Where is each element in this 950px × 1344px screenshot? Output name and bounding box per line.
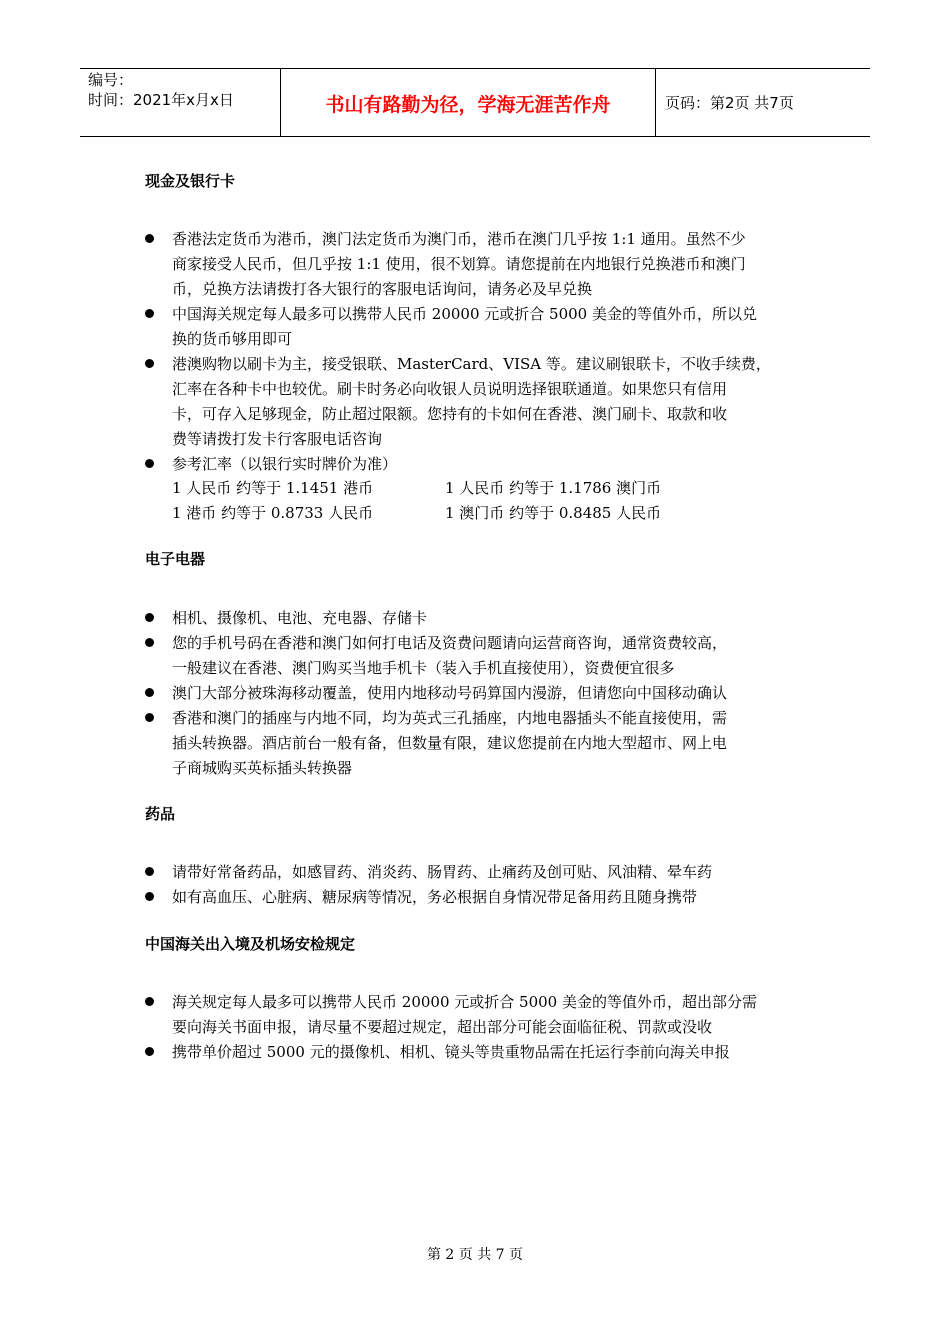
section-title-cash: 现金及银行卡 — [145, 172, 236, 190]
list-item-line: 币，兑换方法请拨打各大银行的客服电话询问，请务必及早兑换 — [172, 280, 593, 298]
page-footer: 第 2 页 共 7 页 — [426, 1247, 524, 1263]
document-number-label: 编号： — [88, 71, 134, 89]
list-item-line: 携带单价超过 5000 元的摄像机、相机、镜头等贵重物品需在托运行李前向海关申报 — [172, 1043, 730, 1061]
bullet-icon — [143, 862, 157, 882]
bullet-icon — [143, 633, 157, 653]
list-item-line: 香港和澳门的插座与内地不同，均为英式三孔插座，内地电器插头不能直接使用，需 — [172, 709, 728, 727]
list-item-line: 子商城购买英标插头转换器 — [172, 759, 353, 777]
section-title-medicine: 药品 — [145, 805, 176, 823]
list-item-line: 换的货币够用即可 — [172, 330, 293, 348]
list-item-line: 参考汇率（以银行实时牌价为准） — [172, 455, 398, 473]
bullet-icon — [143, 708, 157, 728]
bullet-icon — [143, 454, 157, 474]
page-header — [80, 68, 870, 137]
section-title-electronics: 电子电器 — [145, 550, 206, 568]
bullet-icon — [143, 1042, 157, 1062]
list-item-line: 插头转换器。酒店前台一般有备，但数量有限，建议您提前在内地大型超市、网上电 — [172, 734, 728, 752]
list-item-line: 卡，可存入足够现金，防止超过限额。您持有的卡如何在香港、澳门刷卡、取款和收 — [172, 405, 728, 423]
motto-text: 书山有路勤为径，学海无涯苦作舟 — [325, 94, 611, 116]
list-item-line: 一般建议在香港、澳门购买当地手机卡（装入手机直接使用），资费便宜很多 — [172, 659, 675, 677]
list-item-line: 如有高血压、心脏病、糖尿病等情况，务必根据自身情况带足备用药且随身携带 — [172, 888, 698, 906]
page-code: 页码：第2页 共7页 — [665, 94, 794, 112]
list-item-line: 港澳购物以刷卡为主，接受银联、MasterCard、VISA 等。建议刷银联卡，不收手续费， — [172, 355, 771, 373]
exchange-rate-hkd-rmb: 1 港币 约等于 0.8733 人民币 — [172, 504, 374, 522]
header-info-cell — [80, 69, 280, 136]
list-item-line: 请带好常备药品，如感冒药、消炎药、肠胃药、止痛药及创可贴、风油精、晕车药 — [172, 863, 713, 881]
exchange-rate-rmb-hkd: 1 人民币 约等于 1.1451 港币 — [172, 479, 374, 497]
bullet-icon — [143, 304, 157, 324]
list-item-line: 要向海关书面申报，请尽量不要超过规定，超出部分可能会面临征税、罚款或没收 — [172, 1018, 713, 1036]
bullet-icon — [143, 887, 157, 907]
bullet-icon — [143, 354, 157, 374]
list-item-line: 汇率在各种卡中也较优。刷卡时务必向收银人员说明选择银联通道。如果您只有信用 — [172, 380, 728, 398]
bullet-icon — [143, 229, 157, 249]
list-item-line: 中国海关规定每人最多可以携带人民币 20000 元或折合 5000 美金的等值外币，所以兑 — [172, 305, 757, 323]
list-item-line: 海关规定每人最多可以携带人民币 20000 元或折合 5000 美金的等值外币，超出部分需 — [172, 993, 757, 1011]
document-time-label: 时间：2021年x月x日 — [88, 91, 234, 109]
header-motto-cell — [280, 69, 656, 136]
list-item-line: 相机、摄像机、电池、充电器、存储卡 — [172, 609, 428, 627]
bullet-icon — [143, 608, 157, 628]
exchange-rate-rmb-mop: 1 人民币 约等于 1.1786 澳门币 — [445, 479, 662, 497]
list-item-line: 澳门大部分被珠海移动覆盖，使用内地移动号码算国内漫游，但请您向中国移动确认 — [172, 684, 728, 702]
list-item-line: 费等请拨打发卡行客服电话咨询 — [172, 430, 383, 448]
list-item-line: 您的手机号码在香港和澳门如何打电话及资费问题请向运营商咨询，通常资费较高， — [172, 634, 728, 652]
section-title-customs: 中国海关出入境及机场安检规定 — [145, 935, 356, 953]
bullet-icon — [143, 683, 157, 703]
header-page-cell — [655, 69, 870, 136]
list-item-line: 香港法定货币为港币，澳门法定货币为澳门币，港币在澳门几乎按 1:1 通用。虽然不少 — [172, 230, 746, 248]
list-item-line: 商家接受人民币，但几乎按 1:1 使用，很不划算。请您提前在内地银行兑换港币和澳门 — [172, 255, 746, 273]
bullet-icon — [143, 992, 157, 1012]
exchange-rate-mop-rmb: 1 澳门币 约等于 0.8485 人民币 — [445, 504, 662, 522]
